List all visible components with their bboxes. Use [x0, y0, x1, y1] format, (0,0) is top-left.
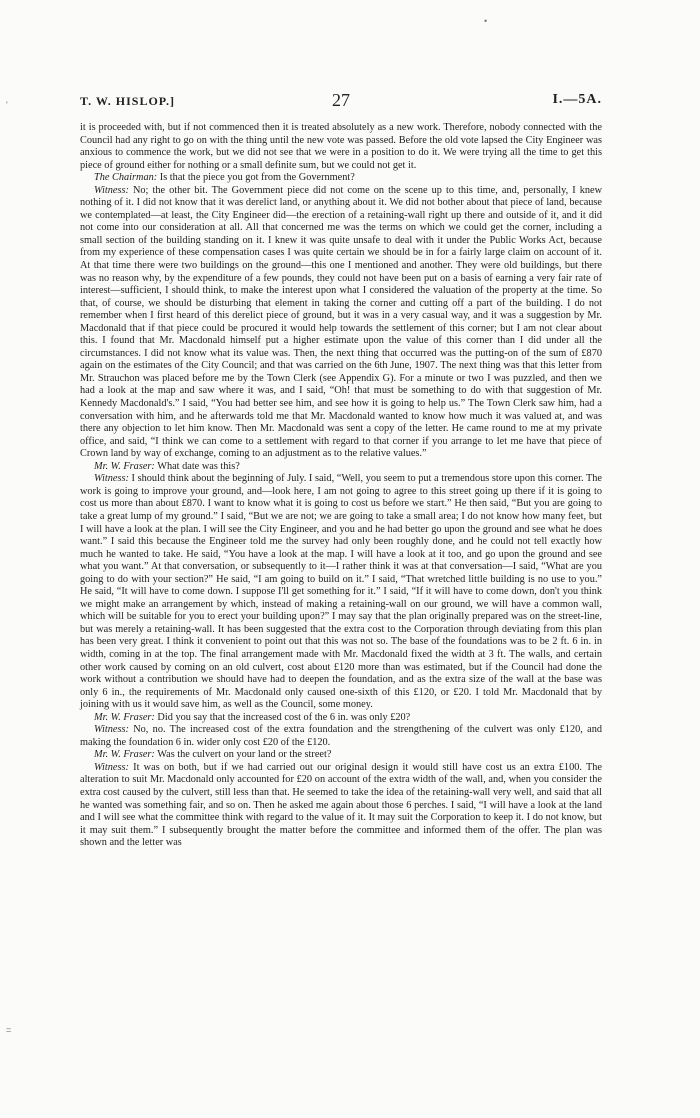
scan-speck: ' [6, 100, 8, 110]
testimony-paragraph [80, 461, 602, 474]
speaker-label: Mr. W. Fraser: [94, 749, 155, 761]
speaker-label: Witness: [94, 724, 129, 736]
speaker-label: The Chairman: [94, 172, 158, 184]
speaker-label: Witness: [94, 184, 129, 196]
page-number: 27 [332, 90, 350, 110]
scan-speck: • [484, 16, 488, 26]
header-witness-name: T. W. HISLOP.] [80, 94, 176, 108]
paragraph-text: Did you say that the increased cost of the 6 in. was only £20? [157, 711, 411, 723]
testimony-paragraph [80, 762, 602, 850]
paragraph-text: Was the culvert on your land or the street? [157, 749, 332, 761]
paragraph-text: Is that the piece you got from the Government? [159, 172, 355, 184]
testimony-paragraph [80, 473, 602, 711]
speaker-label: Witness: [94, 473, 129, 485]
speaker-label: Witness: [94, 761, 129, 773]
testimony-paragraph [80, 724, 602, 749]
speaker-label: Mr. W. Fraser: [94, 711, 155, 723]
paragraph-text: No, no. The increased cost of the extra foundation and the strengthening of the culvert was only £120, and making the foundation 6 in. wider only cost £20 of the £120. [80, 724, 603, 748]
testimony-paragraph [80, 172, 602, 185]
paragraph-text: It was on both, but if we had carried out our original design it would still have cost us an extra £100. The alteration to suit Mr. Macdonald only accounted for £20 on account of the extra width of the wall, and, when you consider the extra cost caused by the culvert, still less than that. He seemed to take the idea of the retaining-wall very well, and said that all he wanted was something fair, and so on. Then he asked me again about those 6 perches. I said, “I will have a look at the land and I will see what the committee think with regard to the value of it. It may suit the Corporation to keep it. I do not know, but it may suit them.” I subsequently brought the matter before the committee and informed them of the offer. The plan was shown and the letter was [80, 761, 603, 849]
document-reference: I.—5A. [552, 92, 602, 107]
testimony-paragraph [80, 749, 602, 762]
paragraph-text: I should think about the beginning of July. I said, “Well, you seem to put a tremendous store upon this corner. The work is going to improve your ground, and—look here, I am not going to agree to this street going up there if it is going to cost us more than about £870. I want to know what it is going to cost us before we start.” He then said, “But you are going to take a great lump of my ground.” I said, “But we are not; we are going to take a small area; I do not know how many feet, but I will have a look at the plan. I will see the City Engineer, and you and he had better go upon the ground and see what he does want.” I said this because the Engineer told me the survey had only been roughly done, and he could not tell exactly how much he wanted to take. He said, “You have a look at the map. I will have a look at it too, and go upon the ground and see what you want.” At that conversation, or subsequently to it—I rather think it was at that conversation—I said, “What are you going to do with your section?” He said, “I am going to build on it.” I said, “That wretched little building is no use to you.” He said, “It will have to come down. I suppose I'll get something for it.” I said, “If it will have to come down, don't you think we might make an arrangement by which, instead of making a retaining-wall on our ground, we will have a common wall, which will be suitable for you to erect your building upon?” I may say that the plan originally prepared was on the street-line, but was merely a retaining-wall. It has been suggested that the extra cost to the Corporation through deviating from this plan has been very great. I think it convenient to point out that this was not so. The base of the foundations was to be 2 ft. 6 in. in width, coming in at the top. The final arrangement made with Mr. Macdonald fixed the width at 3 ft. The walls, and certain other work caused by coming on an old culvert, cost about £120 more than was estimated, but if the Council had done the work without a contribution we should have had to deepen the foundation, and as the extra size of the wall at the base was only 6 in., the requirements of Mr. Macdonald only caused one-sixth of this £120, or £20. I told Mr. Macdonald that by joining with us it would save him, as well as the Council, some money. [80, 473, 603, 711]
scan-speck: = [6, 1025, 12, 1035]
testimony-text [80, 122, 602, 850]
paragraph-text: it is proceeded with, but if not commenced then it is treated absolutely as a new work. Therefore, nobody connected with the Council had any right to go on with the thing until the new vote was passed. Before the old vote lapsed the City Engineer was anxious to commence the work, but we did not see that we were in a position to do it. We were trying all the time to get this piece of ground either for nothing or a small definite sum, but we could not get it. [80, 122, 602, 171]
testimony-paragraph [80, 122, 602, 172]
testimony-paragraph [80, 185, 602, 461]
speaker-label: Mr. W. Fraser: [94, 460, 155, 472]
page-header [80, 90, 602, 112]
paragraph-text: What date was this? [157, 460, 240, 472]
testimony-paragraph [80, 712, 602, 725]
paragraph-text: No; the other bit. The Government piece did not come on the scene up to this time, and, personally, I knew nothing of it. I did not know that it was derelict land, or anything about it. We did not bother about that piece of land, because we contemplated—at least, the City Engineer did—the erection of a retaining-wall right up there and outside of it, and it did not come into our consideration at all. All that concerned me was the terms on which we could get the corner, including a small section of the building standing on it. I knew it was quite unsafe to deal with it under the Public Works Act, because from my experience of these compensation cases I was quite certain we should be in for a fairly large claim on account of it. At that time there were two buildings on the ground—this one I mentioned and another. They were old buildings, but there was no reason why, by the expenditure of a few pounds, they could not have been put on a basis of earning a very fair rate of interest—sufficient, I should think, to make the interest upon what I considered the valuation of the property at the time. So that, of course, we should be disturbing that element in taking the corner and cutting off a part of the building. I do not remember when I first heard of this derelict piece of ground, but it was in a very casual way, and it was a suggestion by Mr. Macdonald that if that piece could be procured it would help towards the settlement of this corner; but I am not clear about this. I found that Mr. Macdonald himself put a higher estimate upon the value of this corner than I did under all the circumstances. I did not know what its value was. Then, the next thing that occurred was the putting-on of the sum of £870 again on the estimates of the City Council; and that was carried on the 6th June, 1907. The next thing was that this letter from Mr. Strauchon was placed before me by the Town Clerk (see Appendix G). For a minute or two I was puzzled, and then we had a look at the map and saw where it was, and I said, “Oh! that must be something to do with that suggestion of Mr. Kennedy Macdonald's.” I said, “You had better see him, and see how it is going to help us.” The Town Clerk saw him, had a conversation with him, and he afterwards told me that Mr. Macdonald wanted to know how much it was valued at, and was there any objection to let him know. Then Mr. Macdonald was sent a copy of the letter. He came round to me at my private office, and said, “I think we can come to a settlement with regard to that corner if you arrange to let me have that piece of Crown land by way of exchange, coming to an adjustment as to the relative values.” [80, 184, 603, 460]
